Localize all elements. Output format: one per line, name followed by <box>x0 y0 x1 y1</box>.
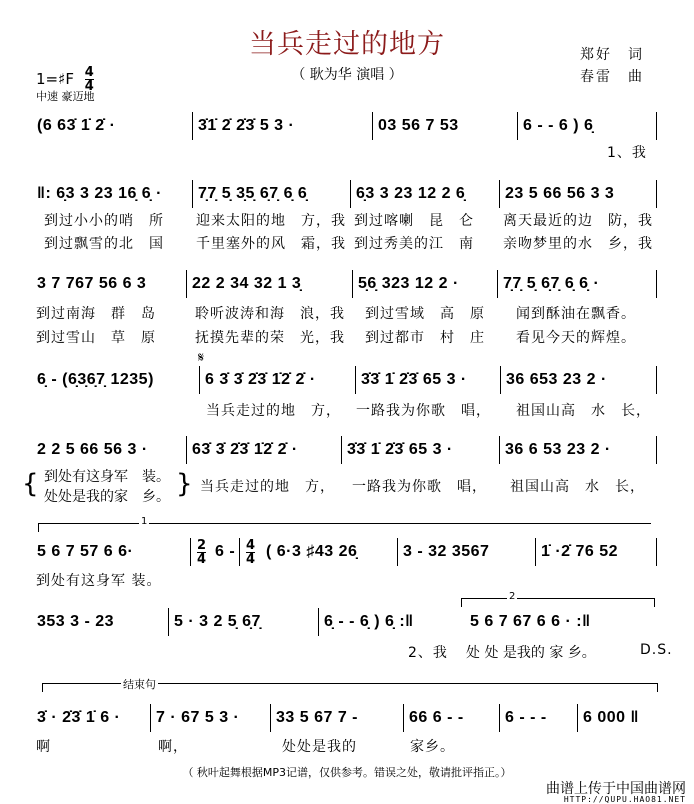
measure: 3̇1̇ 2̇ 2̇3̇ 5 3 · <box>193 112 373 140</box>
measure: 6 000 ‖ <box>583 709 639 726</box>
time-den: 4 <box>84 79 94 94</box>
key: 1=♯F <box>36 70 74 88</box>
measure: 6 3̇ 3̇ 2̇3̇ 1̇2̇ 2̇ · <box>200 366 356 394</box>
measure: 6 - - - <box>500 704 578 732</box>
measure: 03 56 7 53 <box>373 112 518 140</box>
lyric: 家乡。 <box>410 739 455 755</box>
measure: 6̣3 3 23 12 2 6̣ <box>351 180 500 208</box>
lyric: 抚摸先辈的荣 光，我 <box>195 330 345 346</box>
segno-icon: 𝄋 <box>198 350 205 366</box>
watermark: 曲谱上传于中国曲谱网 <box>546 781 686 797</box>
lyric: 迎来太阳的地 方，我 <box>196 213 346 229</box>
lyric: 闻到酥油在飘香。 <box>516 306 636 322</box>
lyric: 处 处 是我的 家 乡。 <box>466 645 596 661</box>
measure: 3̇3̇ 1̇ 2̇3̇ 65 3 · <box>356 366 501 394</box>
lyric: 到过飘雪的北 国 <box>44 236 164 252</box>
measure: 353 3 - 23 <box>32 608 169 636</box>
transcriber-note: （ 秋叶起舞根据MP3记谱，仅供参考。错误之处，敬请批评指正。） <box>182 766 512 779</box>
measure: 6̣ - - 6̣ ) 6̣ :‖ <box>324 613 414 630</box>
measure: 3̇ · 2̇3̇ 1̇ 6 · <box>32 704 151 732</box>
measure: ‖: 6̣3 3 23 16̣ 6̣ · <box>32 180 193 208</box>
measure: 7̣7̣ 5̣ 3̣5̣ 6̣7̣ 6̣ 6̣ <box>193 180 351 208</box>
time-num: 4 <box>84 65 94 80</box>
song-title: 当兵走过的地方 <box>249 29 445 60</box>
measure: 33 5 67 7 - <box>271 704 404 732</box>
lyric: 当兵走过的地 方， <box>206 403 341 419</box>
volta-label: 1 <box>141 516 148 527</box>
lyric: 1、我 <box>607 145 647 161</box>
measure: 66 6 - - <box>404 704 500 732</box>
lyric: 当兵走过的地 方， <box>200 479 335 495</box>
time-num: 4 <box>246 538 256 553</box>
ending-bracket <box>42 678 658 692</box>
measure: 23 5 66 56 3 3 <box>500 180 657 208</box>
lyric: 2、我 <box>408 645 448 661</box>
lyric: 到过小小的哨 所 <box>44 213 164 229</box>
measure: 2 2 5 66 56 3 · <box>32 436 187 464</box>
measure: 5 · 3 2 5̣ 6̣7̣ <box>169 608 319 636</box>
measure: 5̣6̣ 323 12 2 · <box>353 270 498 298</box>
ending-label: 结束句 <box>123 678 156 691</box>
measure: 7̣7̣ 5̣ 6̣7̣ 6̣ 6̣ · <box>498 270 657 298</box>
measure: 36 653 23 2 · <box>501 366 657 394</box>
measure: 5 6 7 57 6 6· <box>32 538 191 566</box>
measure: (6 63̇ 1̇ 2̇ · <box>32 112 193 140</box>
brace-left: { <box>22 469 40 499</box>
time-change-2-4 <box>197 539 206 566</box>
measure: 36 6 53 23 2 · <box>500 436 657 464</box>
lyric: 到过喀喇 昆 仑 <box>354 213 474 229</box>
singer: （ 耿为华 演唱 ） <box>291 67 403 83</box>
lyric: 祖国山高 水 长， <box>510 479 645 495</box>
lyric: 亲吻梦里的水 乡，我 <box>503 236 653 252</box>
lyric: 处处是我的家 乡。 <box>44 489 170 505</box>
lyric: 看见今天的辉煌。 <box>516 330 636 346</box>
lyric: 一路我为你歌 唱， <box>356 403 491 419</box>
time-num: 2 <box>197 538 207 553</box>
composer: 春雷 曲 <box>580 69 644 85</box>
brace-right: } <box>176 469 194 499</box>
lyric: 到过都市 村 庄 <box>365 330 485 346</box>
measure: 6 - <box>191 538 240 566</box>
lyric: 到处有这身军 装。 <box>36 573 162 589</box>
measure: 7 · 67 5 3 · <box>151 704 271 732</box>
lyricist: 郑好 词 <box>580 47 644 63</box>
volta-2 <box>461 591 655 607</box>
tempo: 中速 豪迈地 <box>36 90 95 103</box>
time-den: 4 <box>246 552 256 567</box>
lyric: 到过南海 群 岛 <box>36 306 156 322</box>
lyric: D.S. <box>640 642 673 658</box>
measure: 5 6 7 67 6 6 · :‖ <box>470 613 591 630</box>
measure: 22 2 34 32 1 3̣ <box>187 270 353 298</box>
volta-1 <box>38 516 651 532</box>
lyric: 处处是我的 <box>282 739 357 755</box>
lyric: 到过秀美的江 南 <box>354 236 474 252</box>
measure: 6̣ - (6̣3̣6̣7̣ 1235) <box>32 366 200 394</box>
lyric: 离天最近的边 防，我 <box>503 213 653 229</box>
lyric: 啊， <box>158 739 188 755</box>
lyric: 到过雪域 高 原 <box>365 306 485 322</box>
lyric: 千里塞外的风 霜，我 <box>196 236 346 252</box>
measure: 3 7 767 56 6 3 <box>32 270 187 298</box>
lyric: 聆听波涛和海 浪，我 <box>195 306 345 322</box>
lyric: 啊 <box>36 739 51 755</box>
measure: 63̇ 3̇ 2̇3̇ 1̇2̇ 2̇ · <box>187 436 342 464</box>
lyric: 到处有这身军 装。 <box>44 469 170 485</box>
volta-label: 2 <box>509 591 516 602</box>
lyric: 一路我为你歌 唱， <box>352 479 487 495</box>
measure: 3̇3̇ 1̇ 2̇3̇ 65 3 · <box>342 436 500 464</box>
watermark-url[interactable]: HTTP://QUPU.HAO81.NET <box>563 795 686 804</box>
measure: ( 6·3 ♯43 26̣ <box>240 538 398 566</box>
measure: 3 - 32 3567 <box>398 538 536 566</box>
measure: 6 - - 6 ) 6̣ <box>518 112 657 140</box>
time-den: 4 <box>197 552 207 567</box>
time-change-4-4 <box>246 539 255 566</box>
measure: 1̇ ·2̇ 76 52 <box>536 538 657 566</box>
lyric: 祖国山高 水 长， <box>516 403 651 419</box>
lyric: 到过雪山 草 原 <box>36 330 156 346</box>
